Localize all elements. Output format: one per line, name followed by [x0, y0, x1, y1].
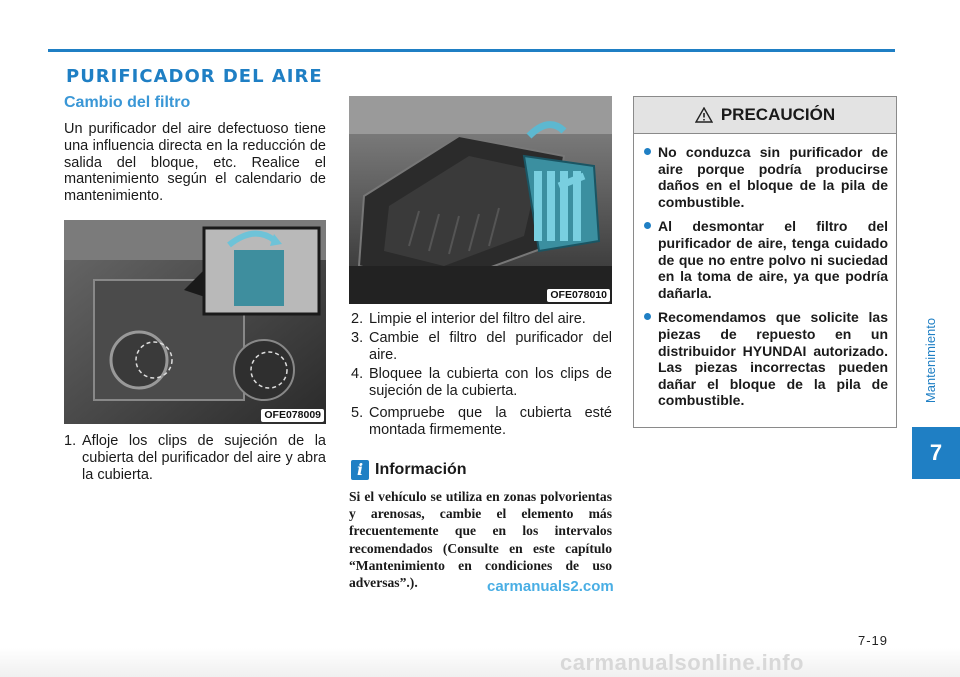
step-4: [351, 366, 612, 400]
step-number: 1.: [64, 433, 77, 449]
bullet-icon: [644, 222, 651, 229]
caution-item-text: Al desmontar el filtro del purificador de aire, tenga cuidado de que no entre polvo ni suciedad en la toma de aire, ya que podría dañarla.: [658, 218, 888, 301]
subsection-title: Cambio del filtro: [64, 94, 191, 111]
chapter-side-label: [920, 285, 942, 435]
info-text: Si el vehículo se utiliza en zonas polvorientas y arenosas, cambie el elemento más frecuentemente que en los intervalos recomendados (Consulte en este capítulo “Mantenimiento en condiciones de uso adversas”.).: [349, 489, 612, 591]
step-5: [351, 405, 612, 439]
warning-triangle-icon: [695, 107, 713, 123]
caution-item: [644, 309, 888, 409]
caution-title: PRECAUCIÓN: [720, 105, 836, 124]
caution-box: [633, 96, 897, 428]
figure-code: OFE078009: [261, 409, 324, 422]
step-number: 5.: [351, 405, 364, 421]
step-3: [351, 330, 612, 364]
air-filter-illustration: [349, 96, 612, 304]
bullet-icon: [644, 313, 651, 320]
caution-header: [634, 97, 896, 134]
figure-code: OFE078010: [547, 289, 610, 302]
caution-item: [644, 218, 888, 301]
figure-air-cleaner-clips: [64, 220, 326, 424]
info-title: Información: [375, 461, 467, 478]
step-text: Cambie el filtro del purificador del aire.: [369, 330, 612, 363]
chapter-tab: 7: [912, 427, 960, 479]
page-number: 7-19: [858, 633, 889, 648]
step-1: [64, 433, 326, 483]
watermark-overlay: carmanuals2.com: [487, 578, 614, 595]
footer-watermark: [0, 648, 960, 677]
step-text: Compruebe que la cubierta esté montada firmemente.: [369, 405, 612, 438]
caution-item-text: No conduzca sin purificador de aire porque podría producirse daños en el bloque de la pila de combustible.: [658, 144, 888, 210]
bullet-icon: [644, 148, 651, 155]
info-icon: i: [351, 460, 369, 480]
figure-air-filter: [349, 96, 612, 304]
step-number: 3.: [351, 330, 364, 346]
step-number: 4.: [351, 366, 364, 382]
step-text: Bloquee la cubierta con los clips de sujeción de la cubierta.: [369, 366, 612, 399]
footer-watermark-text: carmanualsonline.info: [560, 650, 804, 675]
engine-bay-illustration: [64, 220, 326, 424]
step-number: 2.: [351, 311, 364, 327]
caution-item: [644, 144, 888, 210]
caution-list: [634, 134, 896, 409]
info-heading: [351, 460, 467, 480]
step-2: [351, 311, 612, 328]
top-rule: [48, 49, 895, 52]
step-text: Afloje los clips de sujeción de la cubierta del purificador del aire y abra la cubierta.: [82, 433, 326, 483]
intro-paragraph: Un purificador del aire defectuoso tiene una influencia directa en la reducción de salida del bloque, etc. Realice el mantenimiento según el calendario de mantenimiento.: [64, 121, 326, 205]
caution-item-text: Recomendamos que solicite las piezas de repuesto en un distribuidor HYUNDAI autorizado. Las piezas incorrectas pueden dañar el bloque de la pila de combustible.: [658, 309, 888, 409]
section-title: PURIFICADOR DEL AIRE: [66, 66, 323, 87]
step-text: Limpie el interior del filtro del aire.: [369, 311, 586, 327]
chapter-label-text: Mantenimiento: [923, 317, 939, 403]
